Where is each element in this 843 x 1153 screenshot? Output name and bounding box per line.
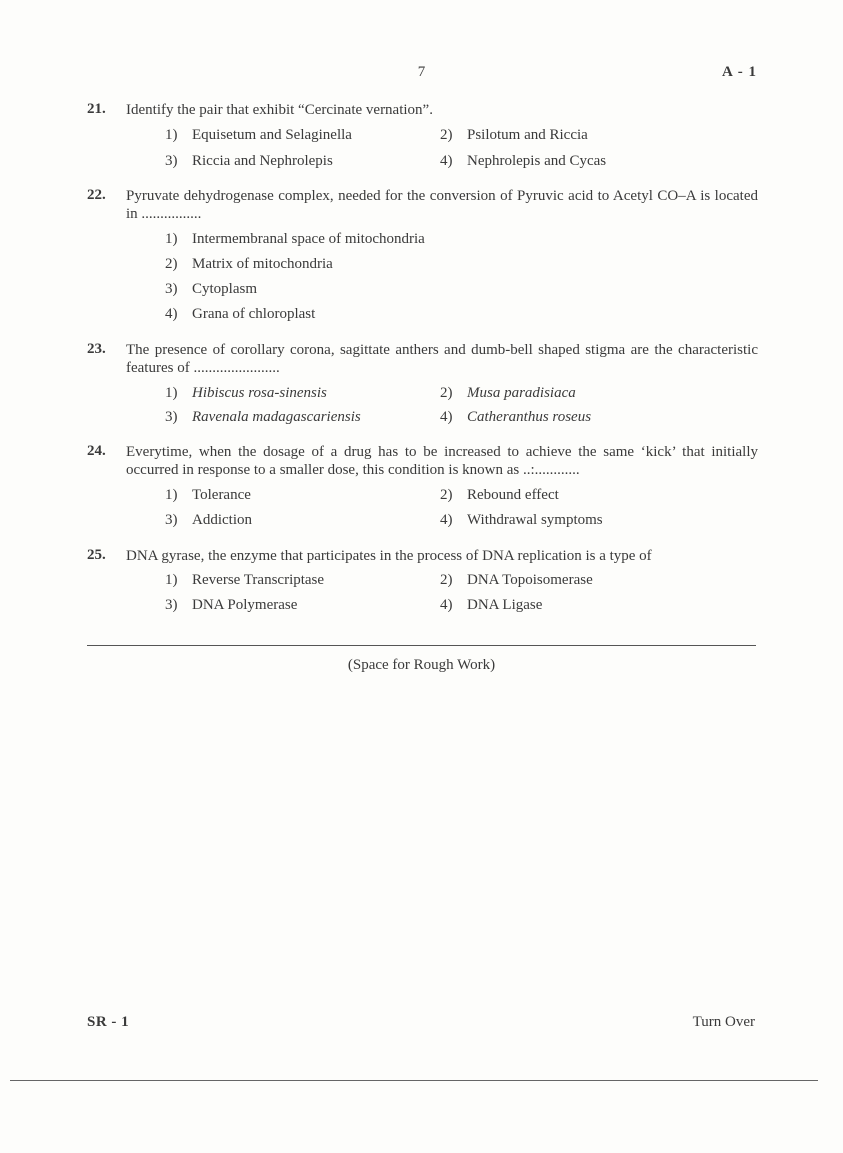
option-text: DNA Ligase [467, 597, 543, 613]
option-number: 2) [440, 487, 453, 503]
question-22-number: 22. [87, 187, 106, 203]
option-text: Addiction [192, 512, 252, 528]
option-text: Ravenala madagascariensis [192, 409, 361, 425]
question-21-option-4 [440, 152, 606, 170]
question-21-number: 21. [87, 101, 106, 117]
option-text: Withdrawal symptoms [467, 512, 603, 528]
option-text: Matrix of mitochondria [192, 256, 333, 272]
question-25-option-1 [165, 571, 324, 589]
question-25-text: DNA gyrase, the enzyme that participates in the process of DNA replication is a type of [126, 548, 652, 564]
option-number: 3) [165, 281, 178, 297]
option-number: 2) [440, 385, 453, 401]
option-text: DNA Topoisomerase [467, 572, 593, 588]
option-text: Equisetum and Selaginella [192, 127, 352, 143]
question-24-option-2 [440, 486, 559, 504]
footer-turn-over: Turn Over [692, 1014, 755, 1030]
question-21-text: Identify the pair that exhibit “Cercinate vernation”. [126, 102, 433, 118]
question-25-option-4 [440, 596, 542, 614]
option-number: 3) [165, 409, 178, 425]
option-text: Catheranthus roseus [467, 409, 592, 425]
option-number: 1) [165, 572, 178, 588]
question-21-option-1 [165, 126, 352, 144]
question-23-text: The presence of corollary corona, sagittate anthers and dumb-bell shaped stigma are the characteristic features of ....................... [126, 342, 758, 376]
question-23-option-3 [165, 408, 361, 426]
option-text: Cytoplasm [192, 281, 258, 297]
option-number: 1) [165, 385, 178, 401]
scan-edge-line [10, 1080, 818, 1081]
question-23-option-4 [440, 408, 591, 426]
question-22-text: Pyruvate dehydrogenase complex, needed for the conversion of Pyruvic acid to Acetyl CO–A is located in ................ [126, 188, 758, 222]
question-25-number: 25. [87, 547, 106, 563]
page-number: 7 [417, 64, 426, 80]
option-number: 1) [165, 127, 178, 143]
option-number: 4) [165, 306, 178, 322]
option-text: Tolerance [192, 487, 251, 503]
option-text: Grana of chloroplast [192, 306, 316, 322]
question-24-option-3 [165, 511, 252, 529]
paper-code: A - 1 [722, 64, 757, 80]
question-23-number: 23. [87, 341, 106, 357]
footer-series-code: SR - 1 [87, 1014, 130, 1030]
option-number: 3) [165, 153, 178, 169]
question-25-option-3 [165, 596, 297, 614]
option-number: 1) [165, 487, 178, 503]
option-text: Riccia and Nephrolepis [192, 153, 333, 169]
option-text: Hibiscus rosa-sinensis [192, 385, 327, 401]
option-text: DNA Polymerase [192, 597, 298, 613]
option-text: Reverse Transcriptase [192, 572, 325, 588]
option-number: 4) [440, 153, 453, 169]
option-number: 2) [440, 127, 453, 143]
option-number: 3) [165, 597, 178, 613]
question-21-option-2 [440, 126, 588, 144]
option-text: Rebound effect [467, 487, 559, 503]
question-23-option-2 [440, 384, 576, 402]
question-24-option-1 [165, 486, 251, 504]
question-22-option-1 [165, 230, 425, 248]
question-24-option-4 [440, 511, 603, 529]
question-24-number: 24. [87, 443, 106, 459]
option-text: Nephrolepis and Cycas [467, 153, 607, 169]
section-divider [87, 645, 756, 646]
question-25-option-2 [440, 571, 593, 589]
option-number: 4) [440, 512, 453, 528]
option-number: 3) [165, 512, 178, 528]
question-22-option-2 [165, 255, 333, 273]
option-text: Musa paradisiaca [467, 385, 576, 401]
option-number: 2) [440, 572, 453, 588]
option-text: Psilotum and Riccia [467, 127, 588, 143]
question-22-option-3 [165, 280, 257, 298]
rough-work-label: (Space for Rough Work) [347, 657, 496, 673]
question-21-option-3 [165, 152, 333, 170]
option-number: 4) [440, 597, 453, 613]
option-number: 2) [165, 256, 178, 272]
question-23-option-1 [165, 384, 327, 402]
option-number: 4) [440, 409, 453, 425]
option-text: Intermembranal space of mitochondria [192, 231, 425, 247]
option-number: 1) [165, 231, 178, 247]
question-22-option-4 [165, 305, 315, 323]
question-24-text: Everytime, when the dosage of a drug has to be increased to achieve the same ‘kick’ that initially occurred in response to a smaller dose, this condition is known as ..:............ [126, 444, 758, 478]
